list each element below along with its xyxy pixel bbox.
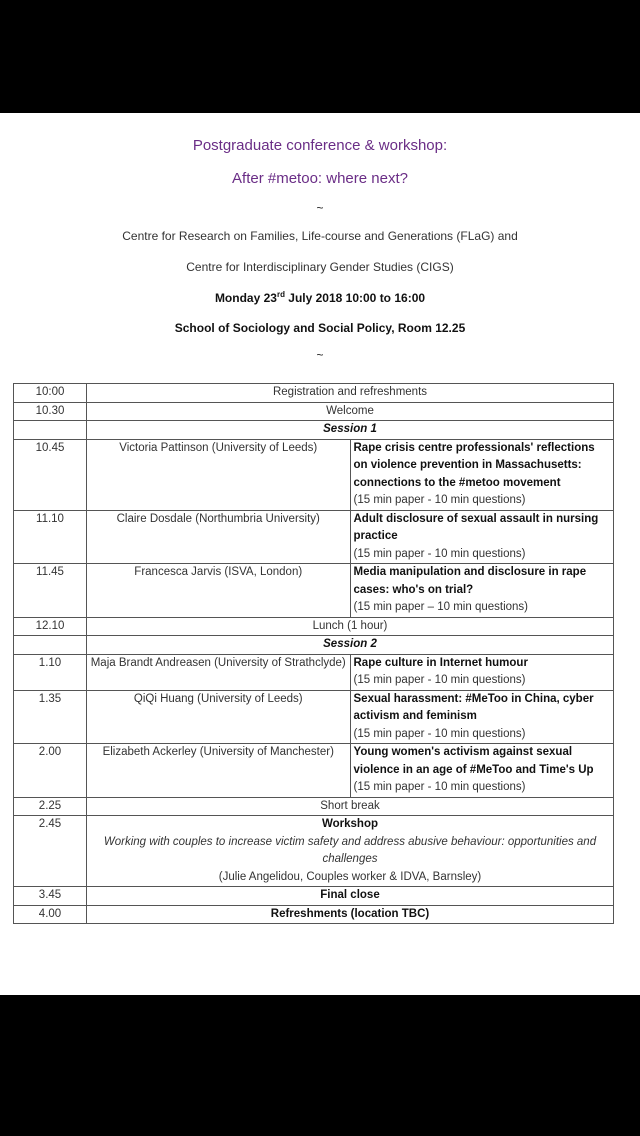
tilde-divider: ~ [316, 201, 324, 215]
talk-title: Rape culture in Internet humour [353, 656, 528, 669]
time-cell: 2.45 [14, 816, 87, 887]
talk-note: (15 min paper - 10 min questions) [353, 547, 526, 560]
conference-subtitle: After #metoo: where next? [232, 170, 408, 187]
time-cell: 11.10 [14, 510, 87, 564]
table-row [14, 744, 614, 798]
talk-title: Adult disclosure of sexual assault in nursing practice [353, 512, 599, 542]
table-row [14, 797, 614, 816]
table-row [14, 636, 614, 655]
organiser-line-2: Centre for Interdisciplinary Gender Studies (CIGS) [186, 260, 454, 274]
talk-cell [350, 744, 614, 798]
table-row [14, 654, 614, 690]
talk-note: (15 min paper - 10 min questions) [353, 727, 526, 740]
table-row [14, 887, 614, 906]
workshop-title: Working with couples to increase victim safety and address abusive behaviour: opportunities and challenges [103, 835, 597, 865]
table-row [14, 816, 614, 887]
talk-title: Sexual harassment: #MeToo in China, cyber activism and feminism [353, 692, 594, 722]
agenda-item: Refreshments (location TBC) [87, 905, 614, 924]
agenda-item: Lunch (1 hour) [87, 617, 614, 636]
talk-title: Media manipulation and disclosure in rape cases: who's on trial? [353, 566, 587, 596]
event-date: Monday 23rd July 2018 10:00 to 16:00 [214, 290, 426, 305]
conference-title: Postgraduate conference & workshop: [192, 137, 448, 154]
talk-title: Rape crisis centre professionals' reflections on violence prevention in Massachusetts: connections to the #metoo movement [353, 441, 595, 489]
talk-cell [350, 439, 614, 510]
talk-note: (15 min paper - 10 min questions) [353, 494, 526, 506]
talk-cell [350, 510, 614, 564]
talk-note: (15 min paper - 10 min questions) [353, 781, 526, 793]
table-row [14, 402, 614, 421]
agenda-item: Final close [87, 887, 614, 906]
agenda-item: Registration and refreshments [87, 384, 614, 403]
time-cell: 2.00 [14, 744, 87, 798]
speaker-cell: Elizabeth Ackerley (University of Manchester) [87, 744, 351, 798]
workshop-heading: Workshop [321, 818, 378, 830]
talk-cell [350, 564, 614, 618]
table-row [14, 384, 614, 403]
time-cell: 1.10 [14, 654, 87, 690]
agenda-item: Short break [87, 797, 614, 816]
agenda-item: Welcome [87, 402, 614, 421]
event-venue: School of Sociology and Social Policy, Room 12.25 [174, 321, 466, 335]
tilde-divider: ~ [316, 348, 324, 362]
schedule-table [13, 383, 614, 924]
workshop-presenter: (Julie Angelidou, Couples worker & IDVA, Barnsley) [218, 870, 482, 883]
time-cell: 2.25 [14, 797, 87, 816]
time-cell: 10.30 [14, 402, 87, 421]
time-cell: 11.45 [14, 564, 87, 618]
table-row [14, 421, 614, 440]
table-row [14, 617, 614, 636]
workshop-cell [87, 816, 614, 887]
time-cell: 1.35 [14, 690, 87, 744]
talk-cell [350, 654, 614, 690]
session-heading: Session 2 [87, 636, 614, 655]
table-row [14, 905, 614, 924]
table-row [14, 564, 614, 618]
speaker-cell: QiQi Huang (University of Leeds) [87, 690, 351, 744]
session-heading: Session 1 [87, 421, 614, 440]
time-cell: 4.00 [14, 905, 87, 924]
speaker-cell: Victoria Pattinson (University of Leeds) [87, 439, 351, 510]
talk-note: (15 min paper - 10 min questions) [353, 674, 526, 686]
talk-cell [350, 690, 614, 744]
organiser-line-1: Centre for Research on Families, Life-course and Generations (FLaG) and [122, 229, 518, 243]
speaker-cell: Francesca Jarvis (ISVA, London) [87, 564, 351, 618]
table-row [14, 510, 614, 564]
time-cell: 10.45 [14, 439, 87, 510]
speaker-cell: Maja Brandt Andreasen (University of Strathclyde) [87, 654, 351, 690]
talk-title: Young women's activism against sexual violence in an age of #MeToo and Time's Up [353, 746, 594, 776]
speaker-cell: Claire Dosdale (Northumbria University) [87, 510, 351, 564]
document-page [0, 113, 640, 995]
table-row [14, 690, 614, 744]
table-row [14, 439, 614, 510]
time-cell: 10:00 [14, 384, 87, 403]
time-cell: 12.10 [14, 617, 87, 636]
talk-note: (15 min paper – 10 min questions) [353, 601, 529, 613]
time-cell: 3.45 [14, 887, 87, 906]
